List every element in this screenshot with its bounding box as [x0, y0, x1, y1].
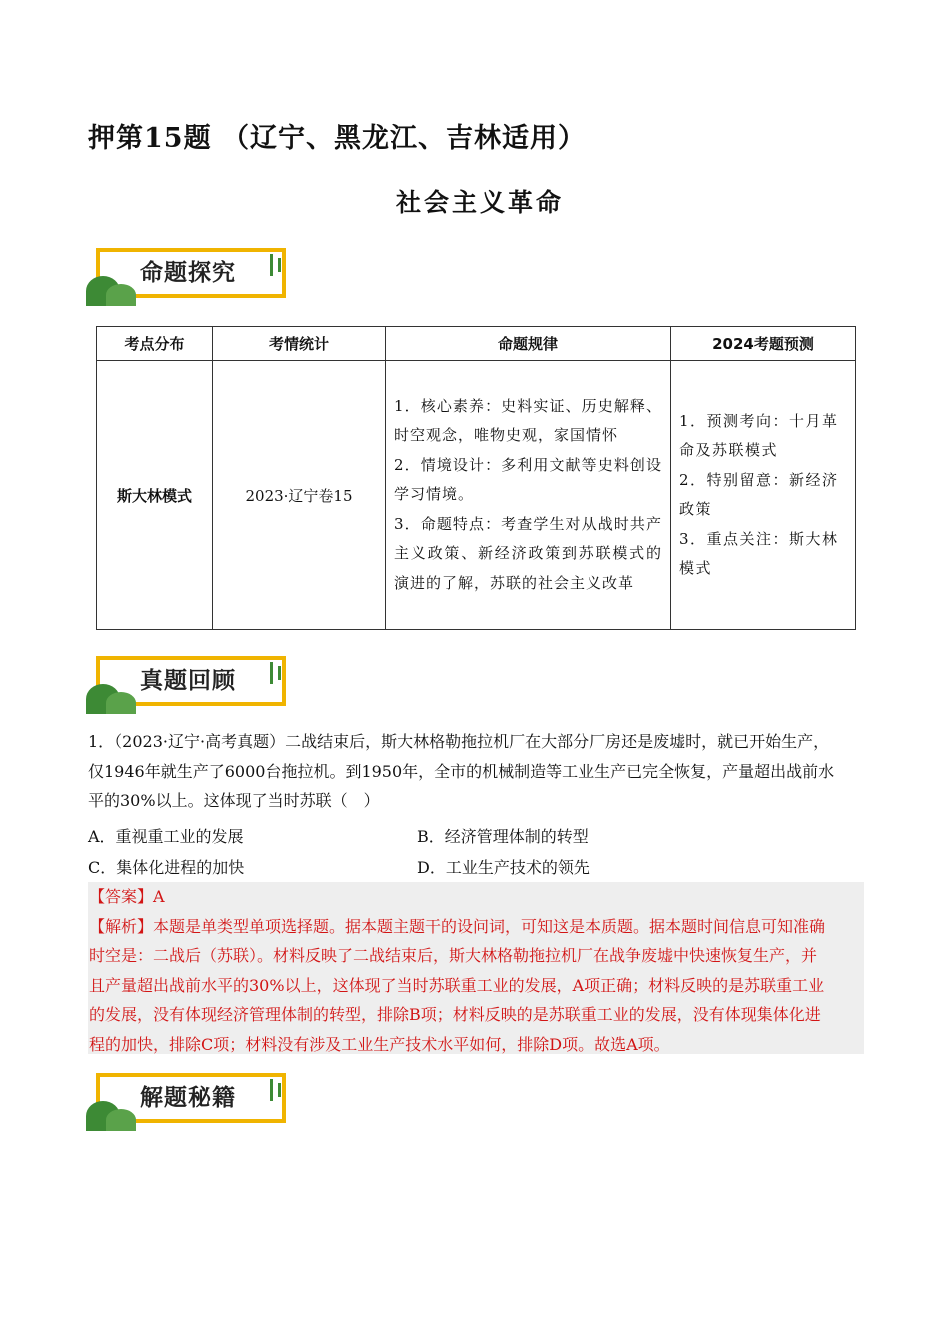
option-b: B．经济管理体制的转型	[417, 827, 589, 846]
section-badge-secrets	[92, 1071, 292, 1131]
analysis-line: 且产量超出战前水平的30%以上，这体现了当时苏联重工业的发展，A项正确；材料反映的是苏联重工业	[89, 975, 825, 995]
section-label: 解题秘籍	[140, 1085, 236, 1111]
mountain-icon	[106, 692, 136, 714]
stat-cell: 2023·辽宁卷15	[213, 361, 386, 630]
analysis-line: 【解析】本题是单类型单项选择题。据本题主题干的设问词，可知这是本质题。据本题时间信息可知准确	[89, 916, 826, 936]
badge-mark	[270, 1079, 273, 1101]
rules-cell	[386, 361, 671, 630]
mountain-icon	[106, 1109, 136, 1131]
rule-item: 1．核心素养：史料实证、历史解释、时空观念，唯物史观，家国情怀	[394, 396, 662, 445]
answer-box	[88, 882, 864, 1054]
option-a: A．重视重工业的发展	[88, 827, 244, 846]
analysis-line: 程的加快，排除C项；材料没有涉及工业生产技术水平如何，排除D项。故选A项。	[89, 1034, 670, 1054]
table-header: 考点分布	[97, 327, 213, 361]
badge-mark	[270, 662, 273, 684]
table-header: 命题规律	[386, 327, 671, 361]
question-stem	[88, 727, 863, 816]
rule-item: 2．情境设计：多利用文献等史料创设学习情境。	[394, 455, 662, 504]
page-subtitle: 社会主义革命	[395, 188, 564, 217]
exam-analysis-table	[96, 326, 856, 630]
section-badge-explore	[92, 246, 292, 306]
table-header: 考情统计	[213, 327, 386, 361]
section-badge-review	[92, 654, 292, 714]
page-title: 押第15题 （辽宁、黑龙江、吉林适用）	[88, 123, 586, 154]
rule-item: 3．命题特点：考查学生对从战时共产主义政策、新经济政策到苏联模式的演进的了解，苏联的社会主义改革	[394, 514, 662, 592]
prediction-item: 1．预测考向：十月革命及苏联模式	[679, 411, 839, 459]
section-label: 命题探究	[140, 260, 236, 286]
analysis-line: 时空是：二战后（苏联）。材料反映了二战结束后，斯大林格勒拖拉机厂在战争废墟中快速恢复生产，并	[89, 946, 818, 965]
option-c: C．集体化进程的加快	[88, 858, 245, 877]
table-row	[97, 361, 856, 630]
option-d: D．工业生产技术的领先	[417, 858, 590, 877]
question-line: 平的30%以上。这体现了当时苏联（ ）	[88, 791, 380, 810]
analysis-line: 的发展，没有体现经济管理体制的转型，排除B项；材料反映的是苏联重工业的发展，没有体现集体化进	[89, 1005, 821, 1024]
badge-mark	[278, 666, 281, 680]
answer-line: 【答案】A	[89, 887, 165, 906]
question-line: 1．（2023·辽宁·高考真题）二战结束后，斯大林格勒拖拉机厂在大部分厂房还是废墟时，就已开始生产，	[88, 732, 830, 751]
prediction-cell	[671, 361, 856, 630]
badge-mark	[270, 254, 273, 276]
section-label: 真题回顾	[140, 668, 236, 694]
badge-mark	[278, 258, 281, 272]
mountain-icon	[106, 284, 136, 306]
prediction-item: 2．特别留意：新经济政策	[679, 470, 839, 518]
table-header-row	[97, 327, 856, 361]
prediction-item: 3．重点关注：斯大林模式	[679, 529, 839, 577]
question-line: 仅1946年就生产了6000台拖拉机。到1950年，全市的机械制造等工业生产已完全恢复，产量超出战前水	[88, 761, 835, 781]
topic-cell: 斯大林模式	[97, 361, 213, 630]
badge-mark	[278, 1083, 281, 1097]
table-header: 2024考题预测	[671, 327, 856, 361]
